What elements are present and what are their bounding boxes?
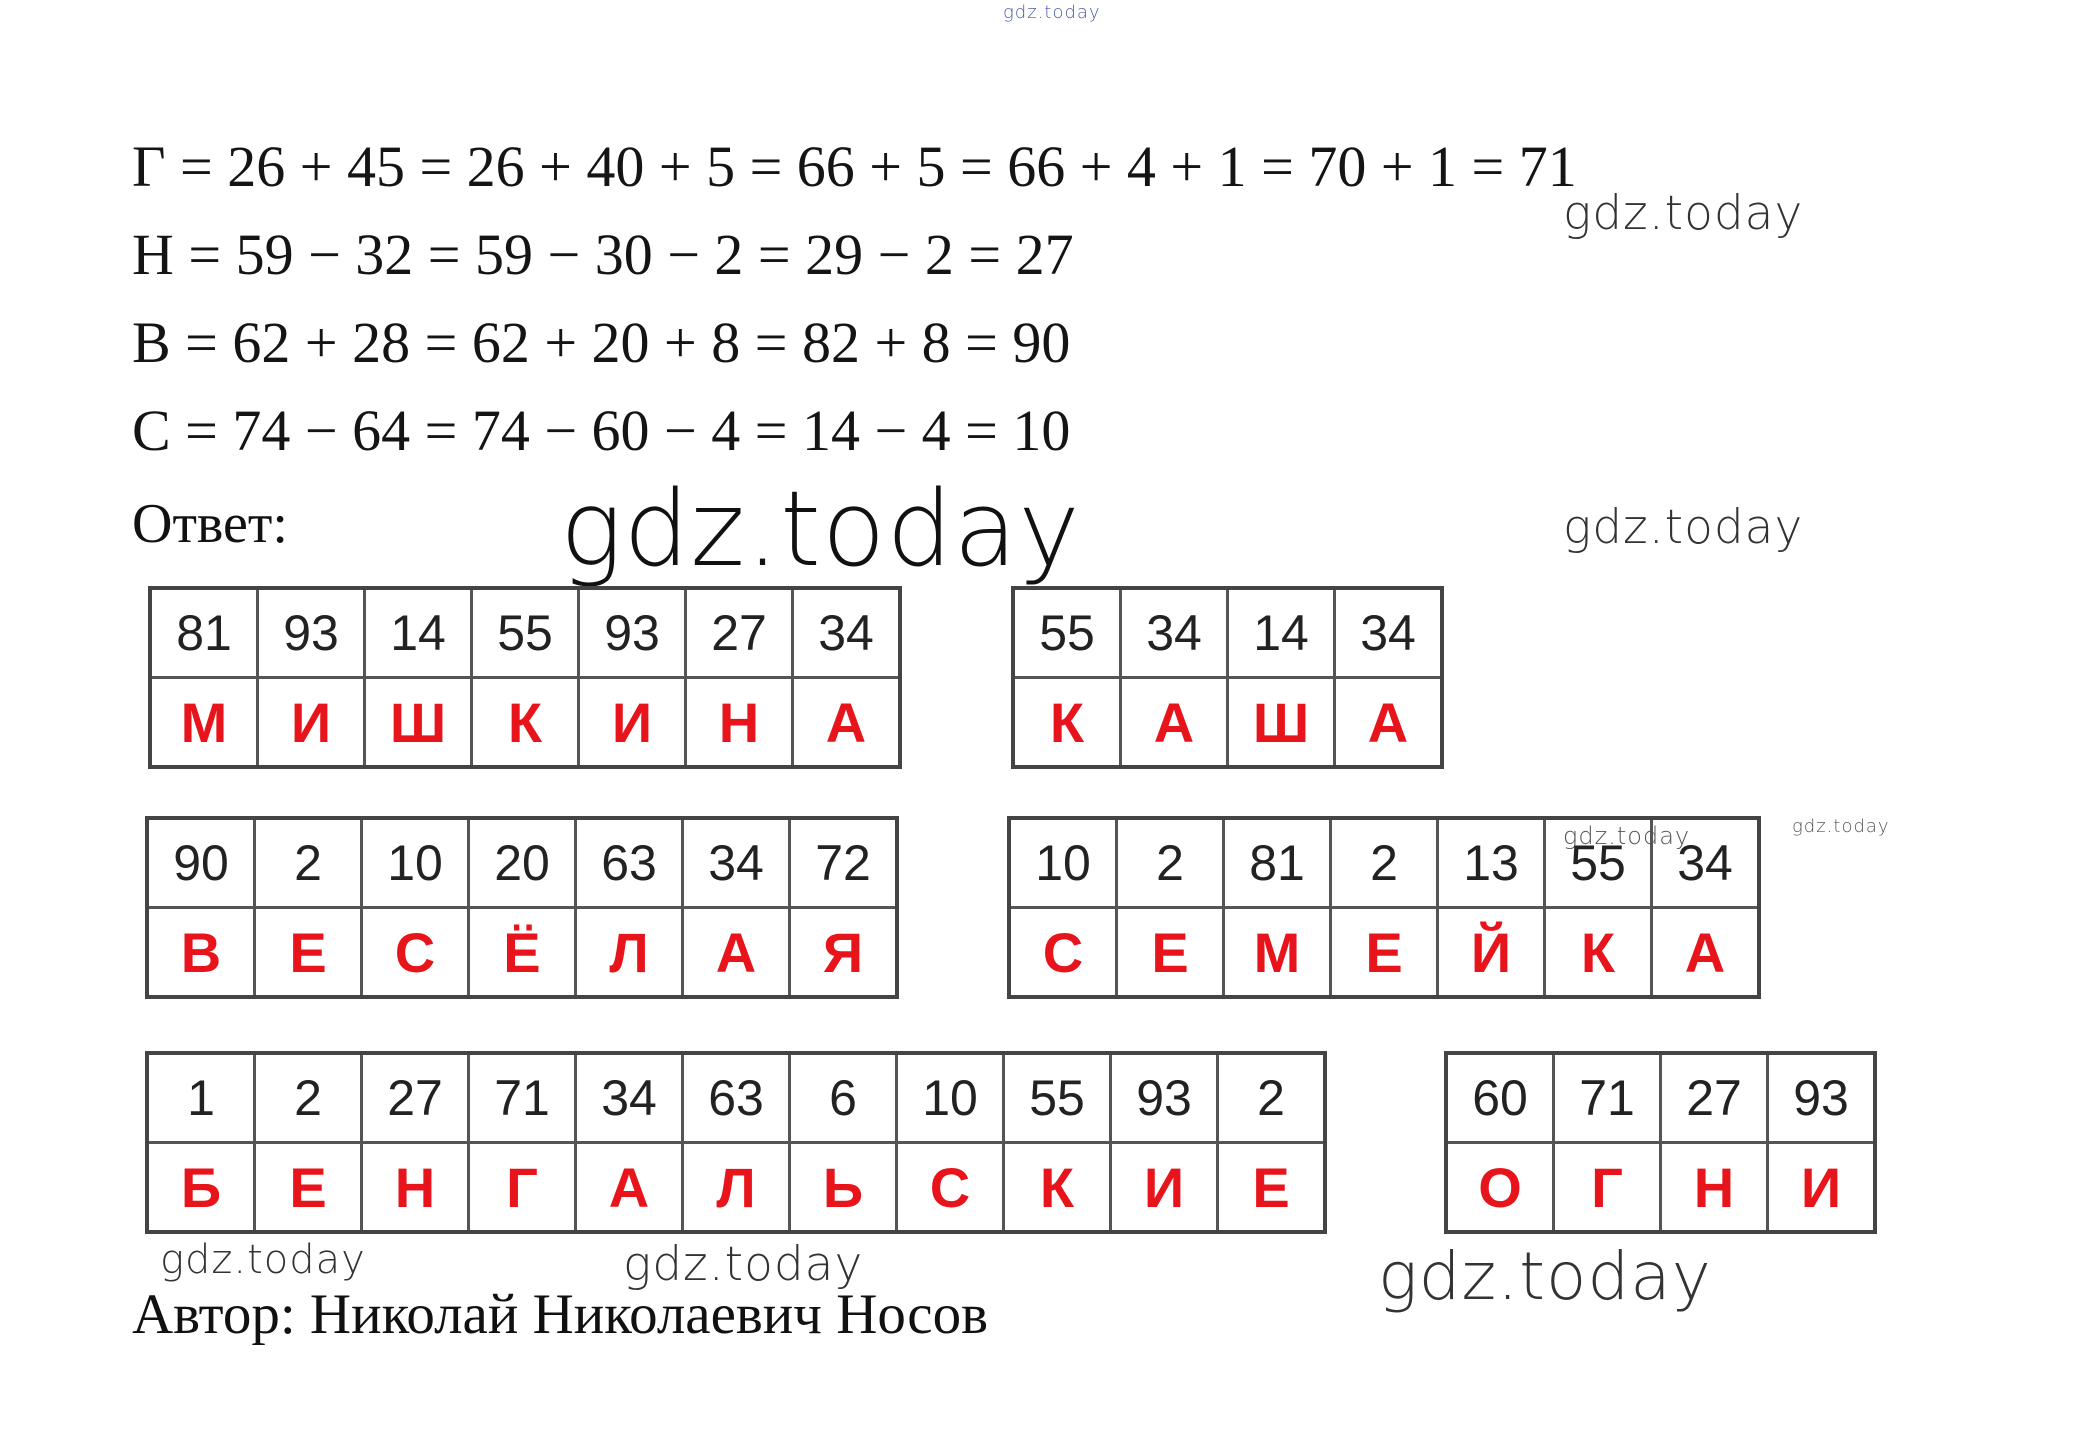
letter-cell: И [579, 678, 686, 768]
number-cell: 71 [469, 1053, 576, 1143]
letter-cell: А [793, 678, 901, 768]
letter-cell: К [1004, 1143, 1111, 1233]
number-cell: 13 [1438, 818, 1545, 908]
number-cell: 55 [1013, 588, 1121, 678]
watermark: gdz.today [1792, 816, 1890, 837]
watermark: gdz.today [1563, 500, 1804, 555]
letter-cell: Л [683, 1143, 790, 1233]
letter-cell: И [1111, 1143, 1218, 1233]
number-cell: 6 [790, 1053, 897, 1143]
letter-cell: К [1013, 678, 1121, 768]
letter-cell: С [897, 1143, 1004, 1233]
letter-cell: И [258, 678, 365, 768]
letter-cell: С [362, 908, 469, 998]
letter-cell: Ш [365, 678, 472, 768]
word-table-bengalskie [145, 1051, 1327, 1234]
number-cell: 20 [469, 818, 576, 908]
number-cell: 71 [1554, 1053, 1661, 1143]
number-cell: 14 [365, 588, 472, 678]
watermark: gdz.today [160, 1237, 366, 1283]
author-line: Автор: Николай Николаевич Носов [132, 1283, 989, 1346]
number-row [1013, 588, 1442, 678]
letter-cell: Я [790, 908, 898, 998]
word-table-ogni [1444, 1051, 1877, 1234]
letter-cell: М [1224, 908, 1331, 998]
number-row [150, 588, 900, 678]
equation-v: В = 62 + 28 = 62 + 20 + 8 = 82 + 8 = 90 [132, 310, 1071, 375]
number-cell: 93 [579, 588, 686, 678]
number-cell: 34 [1652, 818, 1760, 908]
letter-cell: Е [1218, 1143, 1326, 1233]
number-cell: 34 [793, 588, 901, 678]
letter-cell: Л [576, 908, 683, 998]
number-cell: 55 [1545, 818, 1652, 908]
letter-row [1013, 678, 1442, 768]
letter-row [1009, 908, 1759, 998]
watermark: gdz.today [623, 1237, 864, 1292]
letter-cell: М [150, 678, 258, 768]
letter-cell: Е [1331, 908, 1438, 998]
letter-cell: Ё [469, 908, 576, 998]
letter-cell: С [1009, 908, 1117, 998]
number-cell: 2 [1117, 818, 1224, 908]
number-cell: 60 [1446, 1053, 1554, 1143]
letter-cell: Н [686, 678, 793, 768]
watermark: gdz.today [1563, 186, 1804, 241]
watermark: gdz.today [1378, 1238, 1712, 1315]
number-cell: 93 [1111, 1053, 1218, 1143]
letter-row [1446, 1143, 1875, 1233]
watermark: gdz.today [560, 468, 1081, 590]
number-cell: 63 [683, 1053, 790, 1143]
letter-cell: И [1768, 1143, 1876, 1233]
number-cell: 2 [1218, 1053, 1326, 1143]
equation-n: Н = 59 − 32 = 59 − 30 − 2 = 29 − 2 = 27 [132, 222, 1074, 287]
letter-cell: Е [255, 908, 362, 998]
number-cell: 27 [686, 588, 793, 678]
number-cell: 1 [147, 1053, 255, 1143]
number-cell: 81 [1224, 818, 1331, 908]
letter-cell: Й [1438, 908, 1545, 998]
number-row [147, 818, 897, 908]
number-cell: 34 [683, 818, 790, 908]
letter-cell: Г [469, 1143, 576, 1233]
letter-cell: Н [1661, 1143, 1768, 1233]
number-cell: 63 [576, 818, 683, 908]
letter-cell: Ь [790, 1143, 897, 1233]
word-table-kasha [1011, 586, 1444, 769]
answer-label: Ответ: [132, 493, 288, 555]
number-cell: 27 [362, 1053, 469, 1143]
word-table-semeyka [1007, 816, 1761, 999]
letter-cell: К [1545, 908, 1652, 998]
number-cell: 14 [1228, 588, 1335, 678]
watermark: gdz.today [1003, 2, 1101, 23]
equation-g: Г = 26 + 45 = 26 + 40 + 5 = 66 + 5 = 66 + 4 + 1 = 70 + 1 = 71 [132, 134, 1577, 199]
number-cell: 34 [1121, 588, 1228, 678]
letter-cell: О [1446, 1143, 1554, 1233]
number-cell: 34 [1335, 588, 1443, 678]
letter-cell: Б [147, 1143, 255, 1233]
letter-cell: К [472, 678, 579, 768]
word-table-vesyolaya [145, 816, 899, 999]
number-cell: 72 [790, 818, 898, 908]
number-cell: 90 [147, 818, 255, 908]
number-cell: 93 [1768, 1053, 1876, 1143]
letter-cell: А [1335, 678, 1443, 768]
letter-cell: Г [1554, 1143, 1661, 1233]
number-cell: 27 [1661, 1053, 1768, 1143]
letter-cell: Н [362, 1143, 469, 1233]
letter-cell: Е [255, 1143, 362, 1233]
letter-cell: Ш [1228, 678, 1335, 768]
equation-s: С = 74 − 64 = 74 − 60 − 4 = 14 − 4 = 10 [132, 398, 1071, 463]
number-cell: 10 [362, 818, 469, 908]
letter-cell: Е [1117, 908, 1224, 998]
number-cell: 93 [258, 588, 365, 678]
letter-cell: А [1121, 678, 1228, 768]
number-cell: 10 [897, 1053, 1004, 1143]
letter-cell: А [576, 1143, 683, 1233]
letter-cell: А [1652, 908, 1760, 998]
watermark: gdz.today [1563, 822, 1691, 850]
number-cell: 2 [255, 818, 362, 908]
word-table-mishkina [148, 586, 902, 769]
number-cell: 2 [1331, 818, 1438, 908]
number-cell: 10 [1009, 818, 1117, 908]
number-row [1009, 818, 1759, 908]
number-cell: 81 [150, 588, 258, 678]
letter-cell: А [683, 908, 790, 998]
number-cell: 55 [472, 588, 579, 678]
letter-row [147, 1143, 1325, 1233]
letter-row [147, 908, 897, 998]
number-cell: 2 [255, 1053, 362, 1143]
number-row [147, 1053, 1325, 1143]
number-row [1446, 1053, 1875, 1143]
letter-row [150, 678, 900, 768]
number-cell: 55 [1004, 1053, 1111, 1143]
letter-cell: В [147, 908, 255, 998]
number-cell: 34 [576, 1053, 683, 1143]
